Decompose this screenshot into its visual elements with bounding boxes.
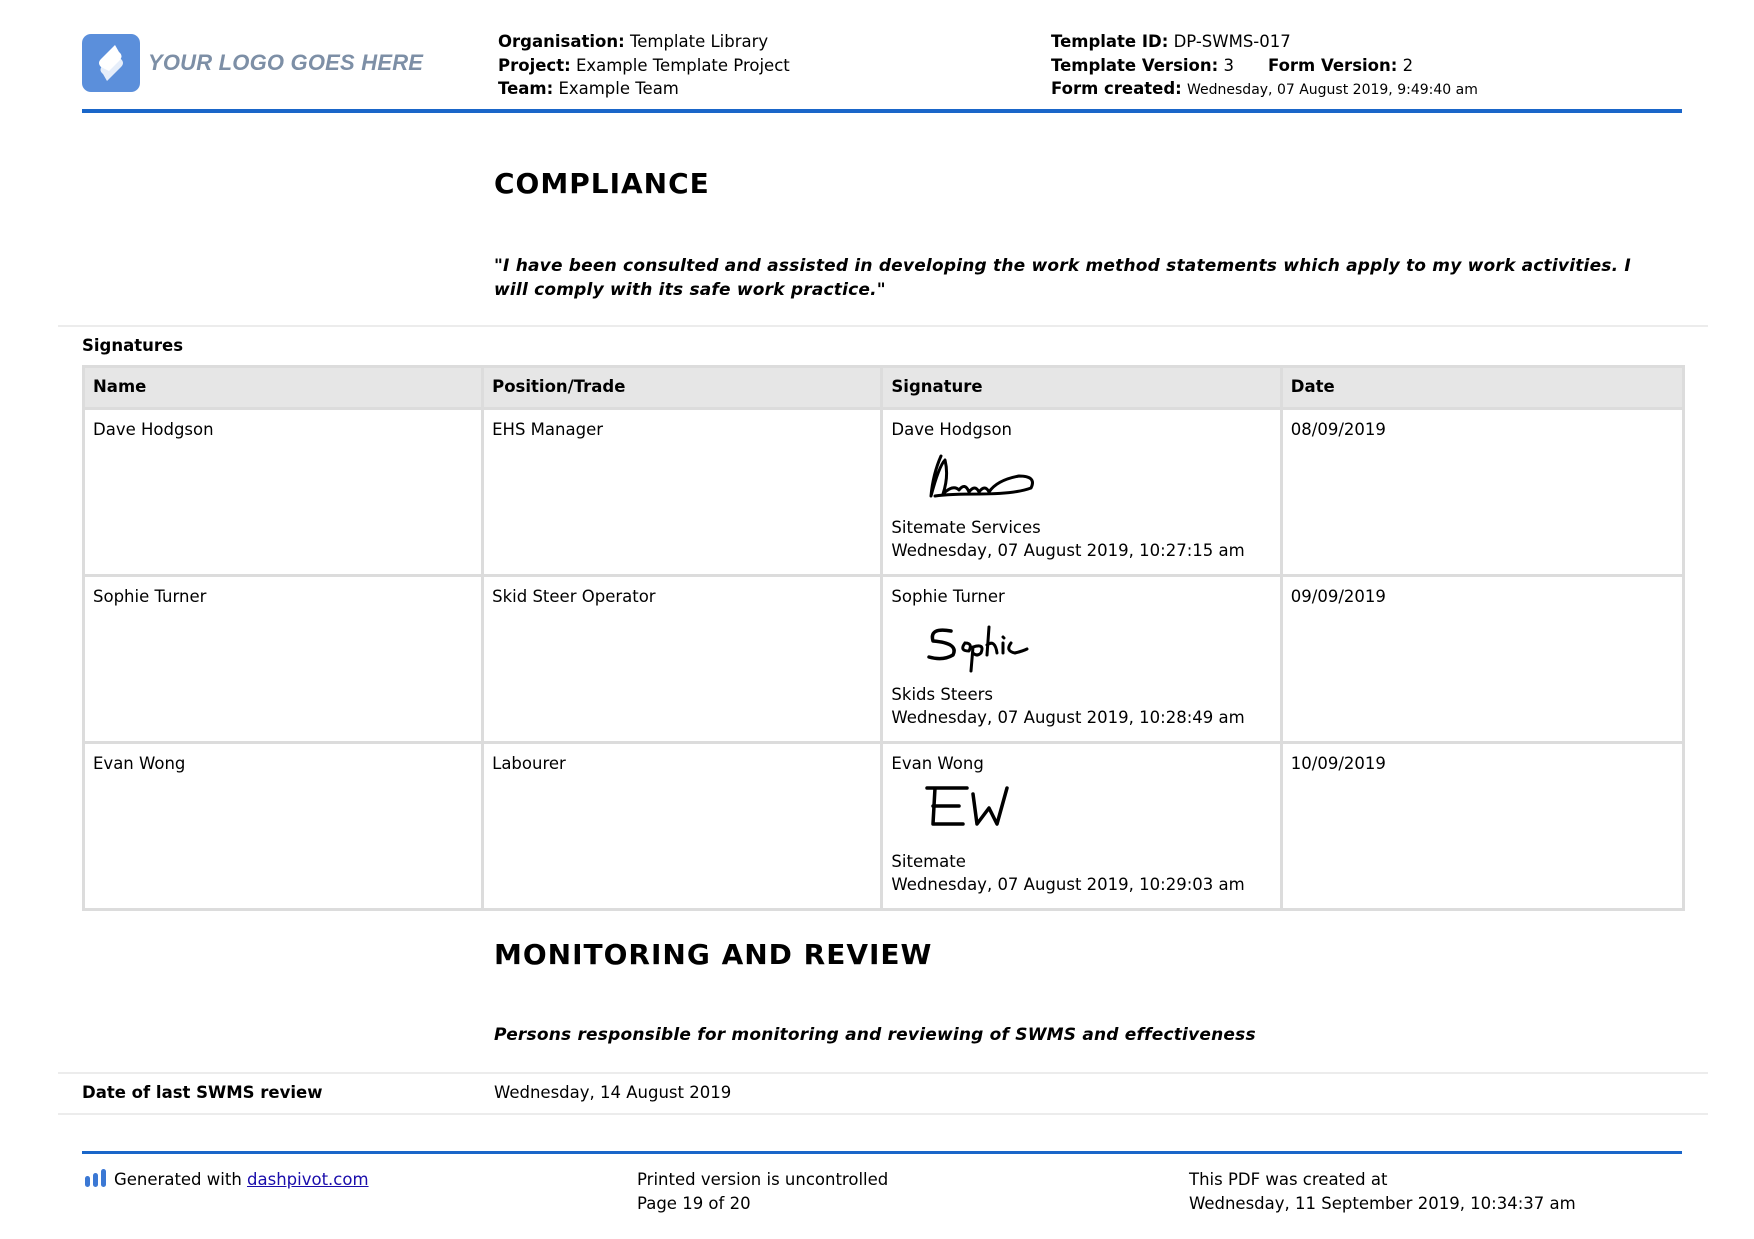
logo-text: YOUR LOGO GOES HERE bbox=[148, 50, 424, 75]
form-created-label: Form created: bbox=[1051, 79, 1182, 98]
team-value: Example Team bbox=[558, 79, 679, 98]
footer-print-info bbox=[637, 1168, 888, 1215]
signer-name: Dave Hodgson bbox=[891, 420, 1012, 439]
page-header bbox=[82, 30, 1682, 112]
organisation-value: Template Library bbox=[629, 32, 769, 51]
column-header-signature: Signature bbox=[882, 367, 1281, 409]
pdf-created-value: Wednesday, 11 September 2019, 10:34:37 am bbox=[1189, 1193, 1576, 1213]
form-created-value: Wednesday, 07 August 2019, 9:49:40 am bbox=[1187, 82, 1478, 98]
column-header-position: Position/Trade bbox=[483, 367, 882, 409]
name-cell: Evan Wong bbox=[84, 743, 483, 910]
table-row bbox=[84, 743, 1684, 910]
signature-timestamp: Wednesday, 07 August 2019, 10:28:49 am bbox=[891, 708, 1245, 727]
signature-cell bbox=[882, 743, 1281, 910]
template-version-label: Template Version: bbox=[1051, 55, 1219, 75]
company-logo bbox=[82, 34, 423, 92]
organisation-label: Organisation: bbox=[498, 32, 625, 51]
signature-image bbox=[919, 613, 1049, 677]
last-review-label: Date of last SWMS review bbox=[82, 1083, 323, 1102]
project-row bbox=[498, 54, 790, 78]
table-row bbox=[84, 576, 1684, 743]
name-cell: Dave Hodgson bbox=[84, 409, 483, 576]
organisation-row bbox=[498, 30, 790, 54]
monitoring-title: MONITORING AND REVIEW bbox=[494, 938, 933, 971]
signature-cell bbox=[882, 409, 1281, 576]
signer-name: Sophie Turner bbox=[891, 587, 1005, 606]
form-version-value: 2 bbox=[1402, 55, 1414, 75]
version-row bbox=[1051, 54, 1478, 78]
team-label: Team: bbox=[498, 79, 554, 98]
section-divider bbox=[58, 1113, 1708, 1115]
signatures-label: Signatures bbox=[82, 336, 184, 355]
project-label: Project: bbox=[498, 55, 571, 75]
table-row bbox=[84, 409, 1684, 576]
team-row bbox=[498, 77, 790, 101]
template-id-row bbox=[1051, 30, 1478, 54]
signer-company: Sitemate Services bbox=[891, 517, 1041, 537]
date-cell: 08/09/2019 bbox=[1281, 409, 1683, 576]
signer-company: Skids Steers bbox=[891, 684, 993, 704]
generated-prefix: Generated with bbox=[114, 1170, 248, 1189]
position-cell: Skid Steer Operator bbox=[483, 576, 882, 743]
header-project-info bbox=[498, 30, 790, 101]
uncontrolled-notice: Printed version is uncontrolled bbox=[637, 1170, 889, 1189]
template-id-value: DP-SWMS-017 bbox=[1173, 32, 1291, 51]
date-cell: 09/09/2019 bbox=[1281, 576, 1683, 743]
name-cell: Sophie Turner bbox=[84, 576, 483, 743]
header-divider bbox=[82, 109, 1682, 113]
page-number: Page 19 of 20 bbox=[637, 1193, 751, 1213]
column-header-date: Date bbox=[1281, 367, 1683, 409]
signer-name: Evan Wong bbox=[891, 754, 984, 773]
compliance-title: COMPLIANCE bbox=[494, 167, 710, 200]
footer-divider bbox=[82, 1151, 1682, 1154]
project-value: Example Template Project bbox=[575, 55, 790, 75]
template-version-value: 3 bbox=[1223, 55, 1234, 75]
compliance-statement: "I have been consulted and assisted in developing the work method statements which apply to my work activities. I will comply with its safe work practice." bbox=[494, 256, 1631, 300]
table-header-row bbox=[84, 367, 1684, 409]
signature-image bbox=[919, 780, 1049, 844]
signature-image bbox=[919, 446, 1049, 510]
last-review-value: Wednesday, 14 August 2019 bbox=[494, 1083, 732, 1102]
signature-cell bbox=[882, 576, 1281, 743]
date-cell: 10/09/2019 bbox=[1281, 743, 1683, 910]
signature-timestamp: Wednesday, 07 August 2019, 10:29:03 am bbox=[891, 875, 1245, 894]
section-divider bbox=[58, 325, 1708, 327]
footer-generated bbox=[84, 1168, 369, 1195]
pdf-created-label: This PDF was created at bbox=[1189, 1170, 1388, 1189]
monitoring-note: Persons responsible for monitoring and reviewing of SWMS and effectiveness bbox=[494, 1025, 1256, 1045]
signatures-table bbox=[82, 365, 1685, 911]
position-cell: Labourer bbox=[483, 743, 882, 910]
column-header-name: Name bbox=[84, 367, 483, 409]
position-cell: EHS Manager bbox=[483, 409, 882, 576]
section-divider bbox=[58, 1072, 1708, 1074]
footer-created-info bbox=[1189, 1168, 1576, 1215]
signer-company: Sitemate bbox=[891, 851, 966, 871]
dashpivot-link[interactable]: dashpivot.com bbox=[247, 1170, 369, 1189]
signature-timestamp: Wednesday, 07 August 2019, 10:27:15 am bbox=[891, 541, 1245, 560]
form-created-row bbox=[1051, 77, 1478, 103]
dashpivot-icon bbox=[84, 1168, 108, 1195]
logo-icon bbox=[82, 34, 140, 92]
header-template-info bbox=[1051, 30, 1478, 103]
template-id-label: Template ID: bbox=[1051, 32, 1169, 51]
form-version-label: Form Version: bbox=[1267, 55, 1398, 75]
